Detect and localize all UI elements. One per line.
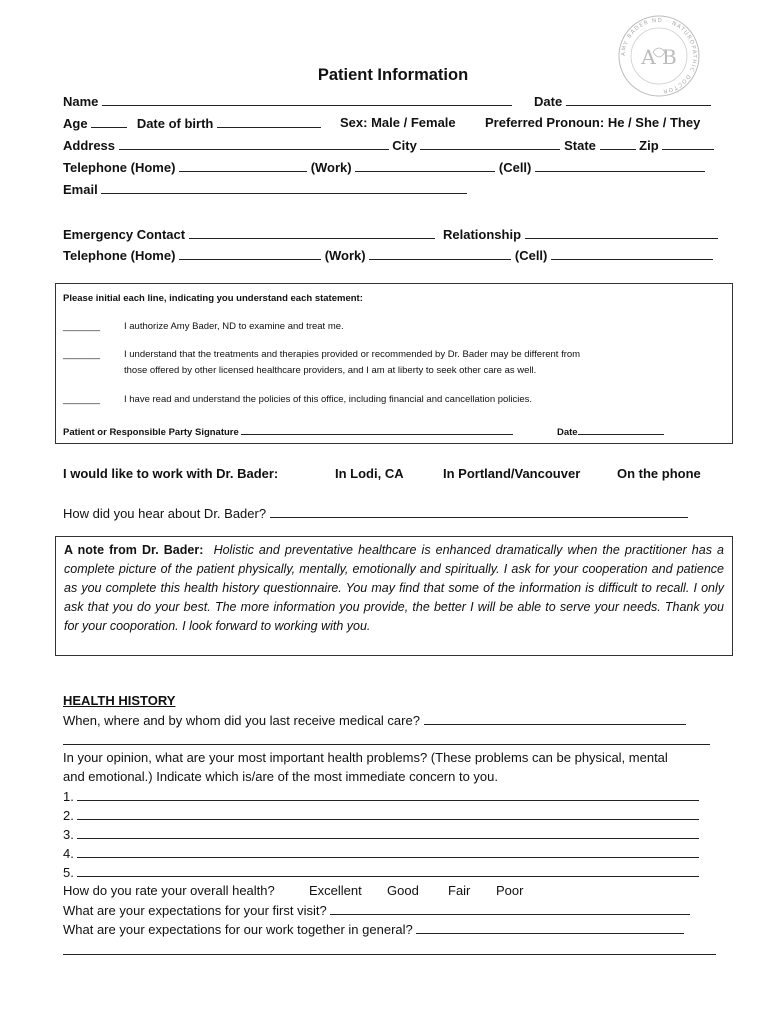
emergency-tel-cell-label: (Cell): [514, 248, 548, 263]
problem-field[interactable]: [77, 826, 699, 839]
signature-row: [63, 425, 513, 438]
signature-date-row: [557, 425, 664, 438]
telephone-row: [63, 159, 705, 175]
tel-work-label: (Work): [310, 160, 352, 175]
address-field[interactable]: [119, 137, 389, 150]
last-care-field[interactable]: [424, 712, 686, 725]
consent-heading: Please initial each line, indicating you understand each statement:: [63, 293, 363, 304]
seal-letters: A B: [641, 45, 677, 69]
consent-item: I have read and understand the policies of this office, including financial and cancellation policies.: [124, 394, 533, 405]
first-visit-question: What are your expectations for your first visit?: [63, 903, 327, 918]
tel-home-field[interactable]: [179, 159, 307, 172]
email-label: Email: [63, 182, 98, 197]
first-visit-row: [63, 902, 690, 918]
dob-field[interactable]: [217, 115, 321, 128]
pronoun-she-option[interactable]: She: [635, 115, 660, 130]
note-lead: A note from Dr. Bader:: [64, 543, 204, 557]
problem-number: 1.: [63, 789, 74, 804]
referral-label: How did you hear about Dr. Bader?: [63, 506, 267, 521]
tel-cell-label: (Cell): [498, 160, 532, 175]
emergency-tel-home-label: Telephone (Home): [63, 248, 176, 263]
note-box: [55, 536, 733, 656]
problem-row-1: [63, 788, 699, 804]
age-label: Age: [63, 116, 88, 131]
location-option-portland[interactable]: In Portland/Vancouver: [443, 466, 581, 481]
emergency-telephone-row: [63, 247, 713, 263]
signature-field[interactable]: [241, 425, 513, 435]
tel-work-field[interactable]: [355, 159, 495, 172]
sex-label: Sex:: [340, 115, 368, 130]
signature-date-label: Date: [557, 427, 578, 438]
consent-item: I understand that the treatments and therapies provided or recommended by Dr. Bader may be different from: [124, 349, 581, 360]
problem-row-4: [63, 845, 699, 861]
pronoun-he-option[interactable]: He: [607, 115, 625, 130]
emergency-tel-work-label: (Work): [324, 248, 366, 263]
location-option-phone[interactable]: On the phone: [617, 466, 701, 481]
name-row: [63, 93, 512, 109]
sex-female-option[interactable]: Female: [410, 115, 456, 130]
consent-item: I authorize Amy Bader, ND to examine and treat me.: [124, 321, 344, 332]
initial-blank[interactable]: _______: [63, 349, 100, 360]
location-label: I would like to work with Dr. Bader:: [63, 466, 279, 481]
note-body: Holistic and preventative healthcare is enhanced dramatically when the practitioner has a complete picture of the patient physically, mentally, emotionally and spiritually. I ask for your cooperation and patience as you complete this health history questionnaire. You may find that some of the information is difficult to recall. I only ask that you do your best. The more information you provide, the better I will be able to serve your needs. Thank you for your cooporation. I look forward to working with you.: [64, 543, 725, 633]
problem-field[interactable]: [77, 788, 699, 801]
rate-option-fair[interactable]: Fair: [448, 883, 471, 898]
last-care-question: When, where and by whom did you last receive medical care?: [63, 713, 420, 728]
referral-row: [63, 505, 688, 521]
last-care-row: [63, 712, 686, 728]
pronoun-they-option[interactable]: They: [669, 115, 701, 130]
location-option-lodi[interactable]: In Lodi, CA: [335, 466, 404, 481]
pronoun-row: Preferred Pronoun: He / She / They: [485, 115, 701, 130]
referral-field[interactable]: [270, 505, 688, 518]
rate-option-excellent[interactable]: Excellent: [309, 883, 362, 898]
problems-question-1: In your opinion, what are your most important health problems? (These problems can be physical, mental: [63, 750, 668, 765]
email-field[interactable]: [101, 181, 467, 194]
dob-label: Date of birth: [136, 116, 214, 131]
general-expectations-extra-line[interactable]: [63, 954, 716, 955]
logo-seal: [617, 14, 701, 98]
emergency-contact-label: Emergency Contact: [63, 227, 186, 242]
relationship-field[interactable]: [525, 226, 718, 239]
last-care-extra-line[interactable]: [63, 744, 710, 745]
problem-number: 3.: [63, 827, 74, 842]
age-row: [63, 115, 321, 131]
signature-date-field[interactable]: [578, 425, 664, 435]
date-label: Date: [534, 94, 563, 109]
tel-cell-field[interactable]: [535, 159, 705, 172]
relationship-label: Relationship: [443, 227, 522, 242]
address-row: [63, 137, 714, 153]
initial-blank[interactable]: _______: [63, 394, 100, 405]
problem-row-2: [63, 807, 699, 823]
general-expectations-field[interactable]: [416, 921, 684, 934]
date-row: [534, 93, 711, 109]
problem-number: 5.: [63, 865, 74, 880]
problem-number: 4.: [63, 846, 74, 861]
rate-option-poor[interactable]: Poor: [496, 883, 524, 898]
zip-field[interactable]: [662, 137, 714, 150]
city-field[interactable]: [420, 137, 560, 150]
emergency-tel-work-field[interactable]: [369, 247, 511, 260]
name-label: Name: [63, 94, 99, 109]
general-expectations-row: [63, 921, 684, 937]
consent-box: [55, 283, 733, 444]
emergency-contact-field[interactable]: [189, 226, 435, 239]
email-row: [63, 181, 467, 197]
name-field[interactable]: [102, 93, 512, 106]
general-expectations-question: What are your expectations for our work together in general?: [63, 922, 413, 937]
problem-row-5: [63, 864, 699, 880]
state-field[interactable]: [600, 137, 636, 150]
signature-label: Patient or Responsible Party Signature: [63, 427, 239, 438]
pronoun-label: Preferred Pronoun:: [485, 115, 605, 130]
first-visit-field[interactable]: [330, 902, 690, 915]
state-label: State: [564, 138, 596, 153]
address-label: Address: [63, 138, 116, 153]
page-title: Patient Information: [317, 66, 469, 84]
consent-item-continued: those offered by other licensed healthcare providers, and I am at liberty to seek other care as well.: [124, 365, 537, 376]
date-field[interactable]: [566, 93, 711, 106]
problem-field[interactable]: [77, 864, 699, 877]
problem-row-3: [63, 826, 699, 842]
seal-icon: [617, 14, 701, 98]
rate-question: How do you rate your overall health?: [63, 883, 275, 898]
city-label: City: [392, 138, 417, 153]
age-field[interactable]: [91, 115, 127, 128]
sex-row: Sex: Male / Female: [340, 115, 456, 130]
initial-blank[interactable]: _______: [63, 321, 100, 332]
emergency-tel-home-field[interactable]: [179, 247, 321, 260]
emergency-tel-cell-field[interactable]: [551, 247, 713, 260]
zip-label: Zip: [639, 138, 659, 153]
note-text: [64, 541, 724, 636]
rate-option-good[interactable]: Good: [387, 883, 419, 898]
relationship-row: [443, 226, 718, 242]
seal-ring-text: AMY BADER ND · NATUROPATHIC DOCTOR: [620, 17, 698, 94]
tel-home-label: Telephone (Home): [63, 160, 176, 175]
problem-number: 2.: [63, 808, 74, 823]
health-history-heading: HEALTH HISTORY: [63, 693, 176, 708]
problems-question-2: and emotional.) Indicate which is/are of the most immediate concern to you.: [63, 769, 498, 784]
problem-field[interactable]: [77, 845, 699, 858]
sex-male-option[interactable]: Male: [371, 115, 400, 130]
emergency-row: [63, 226, 435, 242]
problem-field[interactable]: [77, 807, 699, 820]
